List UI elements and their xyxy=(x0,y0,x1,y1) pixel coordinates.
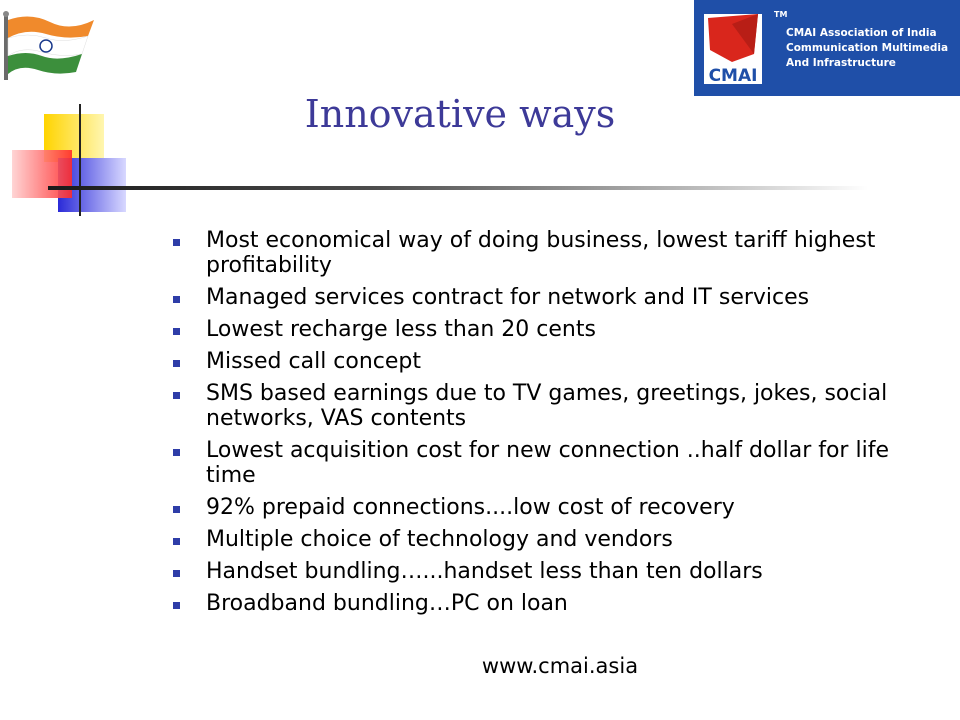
slide-title: Innovative ways xyxy=(304,92,616,136)
bullet-item xyxy=(170,317,940,342)
cmai-logo xyxy=(694,0,960,96)
bullet-text: Lowest acquisition cost for new connection ..half dollar for life time xyxy=(206,438,889,488)
square-bullet-icon xyxy=(173,449,180,456)
bullet-item xyxy=(170,591,940,616)
bullet-text: Missed call concept xyxy=(206,349,422,374)
bullet-text: Multiple choice of technology and vendors xyxy=(206,527,673,552)
bullet-item xyxy=(170,527,940,552)
bullet-item xyxy=(170,349,940,374)
bullet-item xyxy=(170,381,940,431)
bullet-list xyxy=(170,228,940,623)
title-underline-rule xyxy=(48,186,868,190)
bullet-text: Managed services contract for network and IT services xyxy=(206,285,810,310)
bullet-item xyxy=(170,285,940,310)
bullet-text: SMS based earnings due to TV games, greetings, jokes, social networks, VAS contents xyxy=(206,381,888,431)
bullet-item xyxy=(170,495,940,520)
bullet-item xyxy=(170,559,940,584)
square-bullet-icon xyxy=(173,392,180,399)
square-bullet-icon xyxy=(173,296,180,303)
trademark-label: TM xyxy=(774,10,788,19)
indian-flag-icon xyxy=(0,10,100,80)
square-bullet-icon xyxy=(173,360,180,367)
logo-mark-text: CMAI xyxy=(708,66,758,86)
bullet-text: Broadband bundling…PC on loan xyxy=(206,591,568,616)
square-bullet-icon xyxy=(173,538,180,545)
square-bullet-icon xyxy=(173,239,180,246)
logo-line-2: Communication Multimedia xyxy=(786,42,949,54)
square-bullet-icon xyxy=(173,506,180,513)
logo-caption xyxy=(786,26,948,71)
logo-line-3: And Infrastructure xyxy=(786,57,896,69)
bullet-item xyxy=(170,438,940,488)
bullet-item xyxy=(170,228,940,278)
square-bullet-icon xyxy=(173,570,180,577)
decorative-squares xyxy=(0,100,140,220)
square-bullet-icon xyxy=(173,328,180,335)
footer-url: www.cmai.asia xyxy=(481,654,639,678)
bullet-text: Most economical way of doing business, lowest tariff highest profitability xyxy=(206,228,876,278)
logo-line-1: CMAI Association of India xyxy=(786,27,937,39)
cmai-logo-mark xyxy=(702,10,764,86)
square-bullet-icon xyxy=(173,602,180,609)
bullet-text: Handset bundling…...handset less than ten dollars xyxy=(206,559,763,584)
bullet-text: 92% prepaid connections....low cost of recovery xyxy=(206,495,735,520)
bullet-text: Lowest recharge less than 20 cents xyxy=(206,317,596,342)
